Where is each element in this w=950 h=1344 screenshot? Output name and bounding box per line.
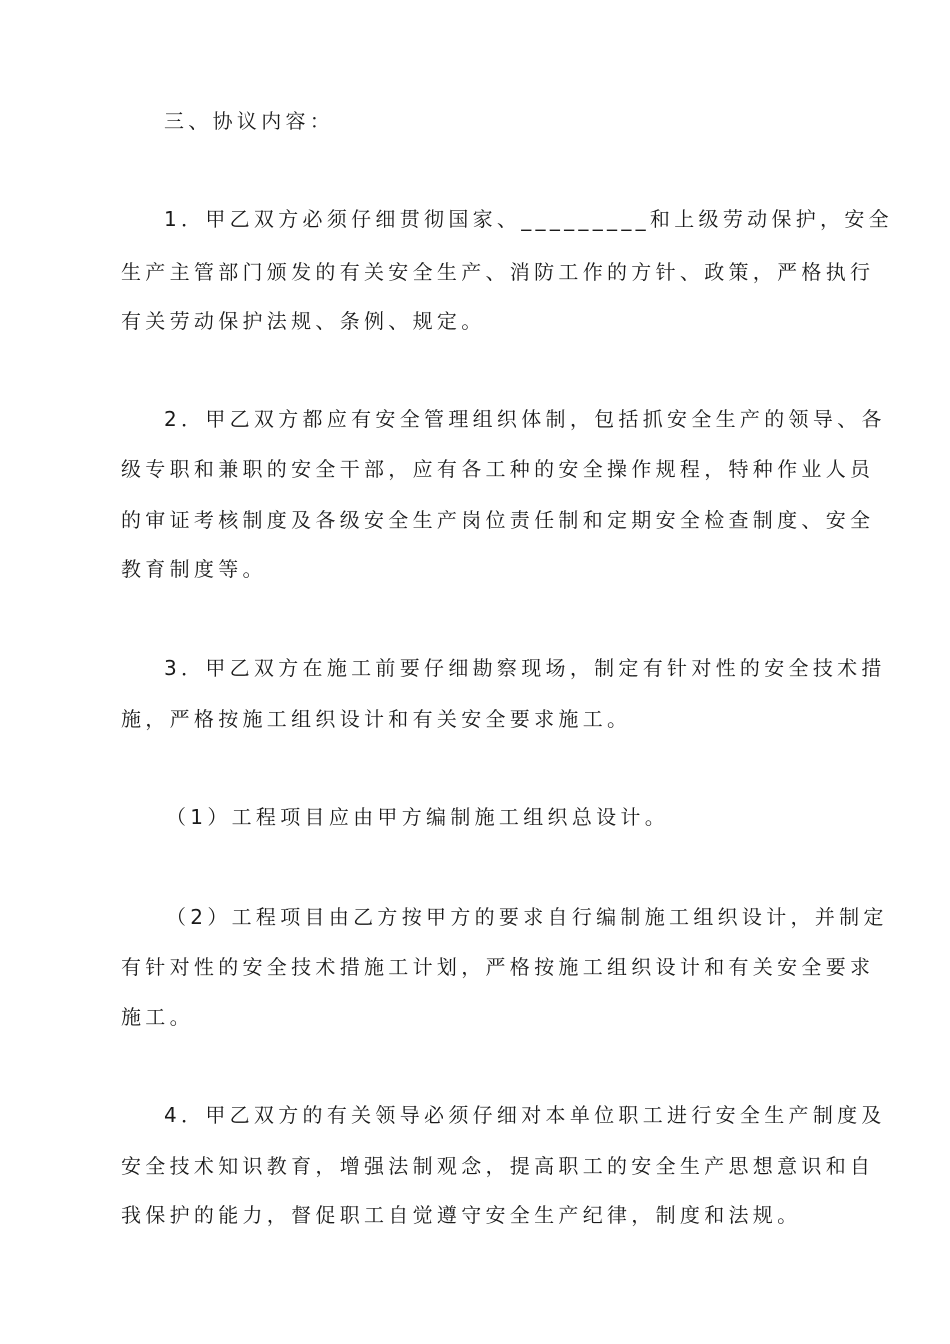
clause-2-line-1: 2．甲乙双方都应有安全管理组织体制，包括抓安全生产的领导、各 (164, 407, 886, 431)
clause-4-line-3: 我保护的能力，督促职工自觉遵守安全生产纪律，制度和法规。 (121, 1203, 802, 1227)
sub-item-2-line-1: （2）工程项目由乙方按甲方的要求自行编制施工组织设计，并制定 (166, 905, 888, 929)
clause-2-line-3: 的审证考核制度及各级安全生产岗位责任制和定期安全检查制度、安全 (121, 508, 875, 532)
clause-4-line-1: 4．甲乙双方的有关领导必须仔细对本单位职工进行安全生产制度及 (164, 1103, 886, 1127)
clause-1-line-2: 生产主管部门颁发的有关安全生产、消防工作的方针、政策，严格执行 (121, 260, 875, 284)
sub-item-2-line-2: 有针对性的安全技术措施工计划，严格按施工组织设计和有关安全要求 (121, 955, 875, 979)
clause-2-line-4: 教育制度等。 (121, 557, 267, 581)
clause-1-line-1: 1．甲乙双方必须仔细贯彻国家、_________和上级劳动保护，安全 (164, 207, 893, 231)
clause-2-line-2: 级专职和兼职的安全干部，应有各工种的安全操作规程，特种作业人员 (121, 457, 875, 481)
clause-3-line-2: 施，严格按施工组织设计和有关安全要求施工。 (121, 707, 632, 731)
clause-1-line-3: 有关劳动保护法规、条例、规定。 (121, 309, 486, 333)
sub-item-1-line-1: （1）工程项目应由甲方编制施工组织总设计。 (166, 805, 670, 829)
clause-4-line-2: 安全技术知识教育，增强法制观念，提高职工的安全生产思想意识和自 (121, 1154, 875, 1178)
clause-3-line-1: 3．甲乙双方在施工前要仔细勘察现场，制定有针对性的安全技术措 (164, 656, 886, 680)
section-heading: 三、协议内容： (164, 109, 335, 133)
sub-item-2-line-3: 施工。 (121, 1005, 194, 1029)
